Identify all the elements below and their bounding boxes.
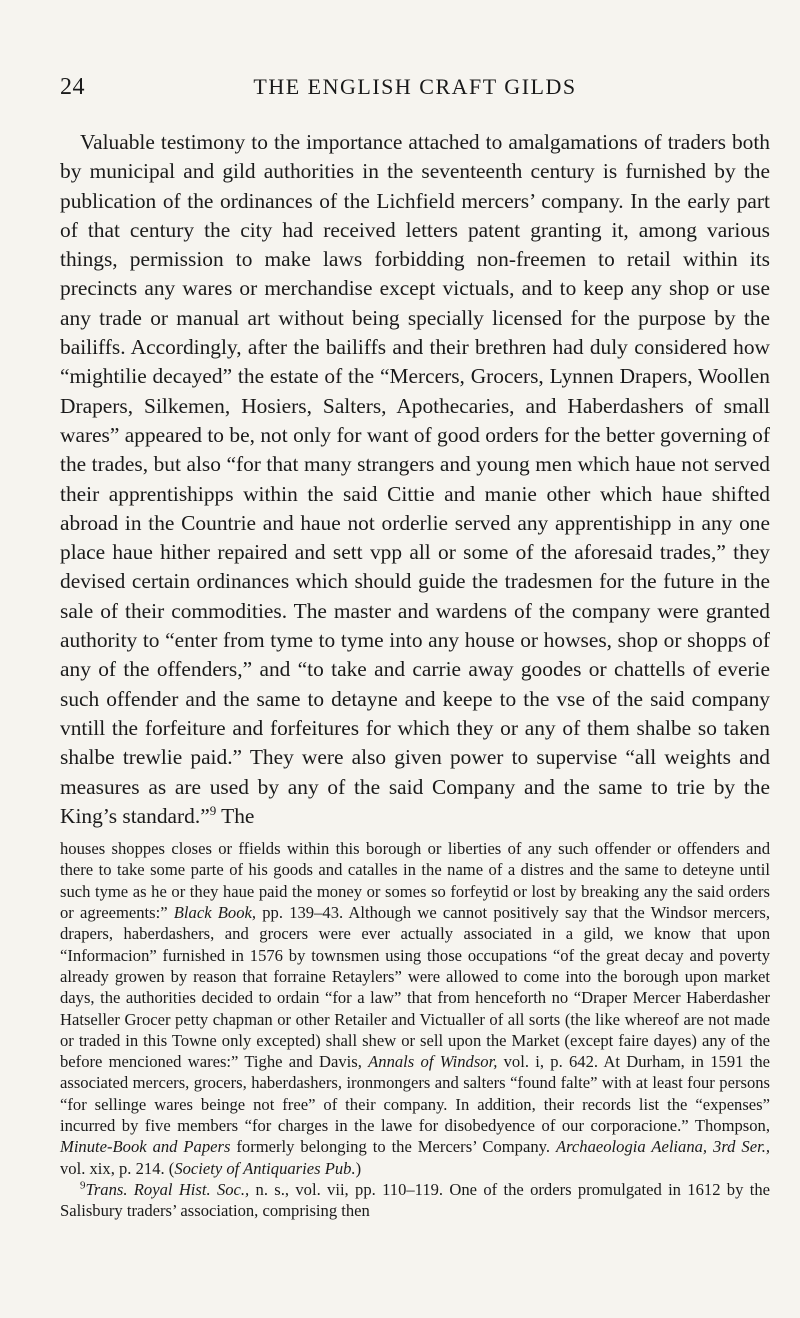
page-header bbox=[60, 74, 770, 108]
body-tail: The bbox=[221, 803, 255, 828]
citation-title: Trans. Royal Hist. Soc., bbox=[85, 1179, 250, 1199]
running-title: THE ENGLISH CRAFT GILDS bbox=[253, 74, 577, 99]
citation-title: Black Book, bbox=[173, 903, 257, 923]
body-paragraph bbox=[60, 128, 770, 831]
footnote-9: $^9$Trans. Royal Hist. Soc., n. s., vol. vii, pp. 110–119. One of the orders promulgated in 1612 by the Salisbury traders’ association, comprising then bbox=[60, 1179, 770, 1221]
citation-title: Annals of Windsor, bbox=[368, 1052, 498, 1072]
page-number: 24 bbox=[60, 74, 85, 100]
footnotes bbox=[60, 838, 770, 1221]
footnote-reference-9: 9 bbox=[209, 802, 217, 818]
citation-title: Society of Antiquaries Pub. bbox=[174, 1158, 356, 1178]
body-text: Valuable testimony to the importance attached to amalgamations of traders both by municipal and gild authorities in the seventeenth century is furnished by the publication of the ordinances of the Lichfield mercers’ company. In the early part of that century the city had received letters patent granting it, among various things, permission to make laws forbidding non-freemen to retail within its precincts any wares or merchandise except victuals, and to keep any shop or use any trade or manual art without being specially licensed for the purpose by the bailiffs. Accordingly, after the bailiffs and their brethren had duly considered how “mightilie decayed” the estate of the “Mercers, Grocers, Lynnen Drapers, Woollen Drapers, Silkemen, Hosiers, Salters, Apothecaries, and Haberdashers of small wares” appeared to be, not only for want of good orders for the better governing of the trades, but also “for that many strangers and young men which haue not served their apprentishipps within the said Cittie and manie other which haue shifted abroad in the Countrie and haue not orderlie served any apprentishipp in any one place haue hither repaired and sett vpp all or some of the aforesaid trades,” they devised certain ordinances which should guide the tradesmen for the future in the sale of their commodities. The master and wardens of the company were granted authority to “enter from tyme to tyme into any house or howses, shop or shopps of any of the offenders,” and “to take and carrie away goodes or chattells of everie such offender and the same to detayne and keepe to the vse of the said company vntill the forfeiture and forfeitures for which they or any of them shalbe so taken shalbe trewlie paid.” They were also given power to supervise “all weights and measures as are used by any of the said Company and the same to trie by the King’s standard.” bbox=[60, 130, 770, 828]
citation-title: Archaeologia Aeliana, 3rd Ser., bbox=[555, 1137, 770, 1157]
footnote-marker: 9 bbox=[80, 1179, 86, 1192]
citation-title: Minute-Book and Papers bbox=[60, 1137, 231, 1157]
footnote-continued: houses shoppes closes or ffields within this borough or liberties of any such offender or offenders and there to take some parte of his goods and catalles in the name of a distres and the same to deteyne until such tyme as he or they haue paid the money or somes so forfeytid or lost by breaking any the said orders or agreements:” Black Book, pp. 139–43. Although we cannot positively say that the Windsor mercers, drapers, haberdashers, and grocers were ever actually associated in a gild, we know that upon “Informacion” furnished in 1576 by townsmen using those occupations “of the great decay and poverty already growen by reason that forraine Retaylers” were allowed to come into the borough upon market days, the authorities decided to ordain “for a law” that from henceforth no “Draper Mercer Haberdasher Hatseller Grocer petty chapman or other Retailer and Victualler of all sorts (the like whereof are not made or traded in this Towne only excepted) shall shew or sell upon the Market (except faire dayes) any of the before mencioned wares:” Tighe and Davis, Annals of Windsor, vol. i, p. 642. At Durham, in 1591 the associated mercers, grocers, haberdashers, ironmongers and salters “found falte” with at least four persons “for sellinge wares beinge not free” of their company. In addition, their records list the “expenses” incurred by five members “for charges in the lawe for disobedyence of our corporacione.” Thompson, Minute-Book and Papers formerly belonging to the Mercers’ Company. Archaeologia Aeliana, 3rd Ser., vol. xix, p. 214. (Society of Antiquaries Pub.) bbox=[60, 839, 770, 1178]
book-page bbox=[60, 74, 770, 1221]
